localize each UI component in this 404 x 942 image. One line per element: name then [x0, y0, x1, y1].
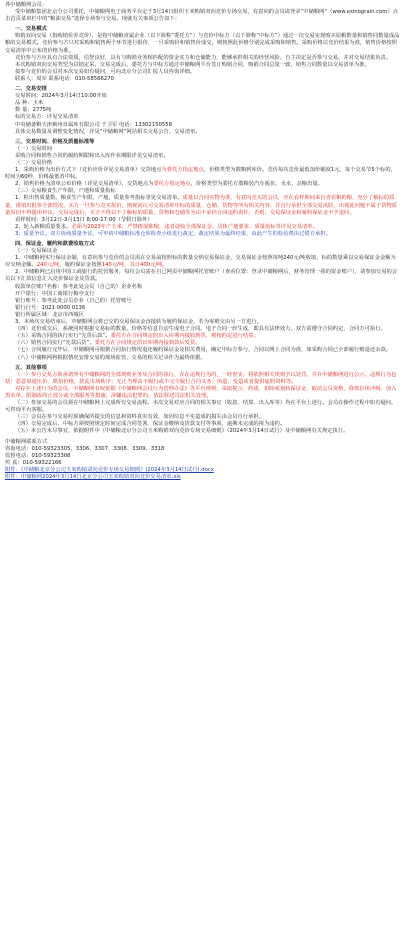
sales-price-paragraph: 2、销售价格为清单公布价格（详见交易清单），交货地点为委托方指定地点，价格类型为委托方散粮装汽车板价，水水、杂粮出量。 — [15, 181, 323, 188]
section-1-paragraph-3: 本次购销双向交易类型为以销定采，交易完成后，委托方与中标方通过中储粮网平台签订购销合同，购销合同总量一致，销售合同数量以交易清单为准。 — [15, 61, 370, 68]
penalty-paragraph: 对存在上述行为的会员，中储粮网有权依据《中储粮网会员行为管理办法》等平台规则，采取提示、约谈、扣除或划转保证金、取消会员资格、降低信用评级、加入黑名单、限制或终止部分或全部服务等措施，涉嫌违法犯罪的，依法移送司法机关处理。 — [5, 385, 397, 399]
viewing-time: 看样时间：3月12日-3月13日 8:00-17:00（节假日除外） — [15, 216, 153, 223]
bank-account-number: 银行账号：参考此处会员企业（自己的）托管账号 — [15, 297, 132, 304]
trade-variety: 品 种：玉米 — [15, 100, 44, 107]
new-grain-paragraph: 2、轮入新粮质量要求。必须为2023年产玉米，严禁掺混陈粮，违者设收全部保证金。具体产地要求、质量指标等详见交易清单。 — [15, 223, 318, 230]
bank-region: 银行所属区域：北京市西城区 — [15, 311, 84, 318]
deposit-paragraph: 1、中储粮网实行保证金制，有意向参与竞价的会员需在交易前按照标的数量交纳交易保证金，交易保证金按照每吨240元/吨收取，标的数量乘以交易保证金金额为应交纳金额。240元/吨，履约保证金按照140元/吨，其计400元/吨。 — [5, 255, 396, 269]
quality-warning-2: 交易完成后，买方不得以不了解标的质量、货物和仓储等为由不承担合同违约责任，否则，交易保证金和履约保证金不予退回。 — [57, 209, 355, 216]
trade-organization: 中央储备粮天津蓟州直属库有限公司 于卫军 电话：13302150558 — [15, 121, 172, 128]
section-1-paragraph-2: 竞价参与方应具有合法资质，信誉良好，具有与购销业务相匹配的资金实力和仓储能力，能够承担相关的经营风险，自主决定是否参与交易，并对交易结果负责。 — [15, 54, 392, 61]
section-1-title: 一、交易模式 — [15, 26, 47, 33]
consult-phone: 咨询电话：010-59323305、3306、3307、3308、3309、3318 — [5, 445, 165, 452]
quality-paragraph: 1、粒出售质量数。粮食生产年限、产地、质量参考指标等见交易清单。质量以合同实物为准，有意向竞买的会员，应在看样期间来自查看粮的粮，充分了解标的质量，谨慎出报参全部情况。买方一旦参与竞买报价，则视同认可交易清单中标的质量、仓储、货物等所有相关内容，并自行承担全部交易风险，出现此问题不属于货物质量原因不得提出异议。交易完成后，买方不得以不了解标的质量、货物和仓储等为由不承担合同违约责任，否则，交易保证金和履约保证金不予退回。 — [5, 195, 397, 216]
section-4-sub-1: （一）交易保证金 — [15, 248, 58, 255]
supervise-phone: 监督电话：010-59323308 — [5, 452, 71, 459]
unmentioned-paragraph: （五）本公告未尽事宜，依据附件中《中储粮北京分公司玉米购销双向竞价专场交易细则》（2024年3月14日试行）及中储粮网有关规定执行。 — [15, 428, 349, 435]
section-3-sub-1: （一）交易时间 — [15, 145, 53, 152]
sales-contract-paragraph: （六）销售合同实行“先款后货”。委托方在合同规定的出库期内接到款后发货。 — [15, 340, 201, 347]
attachment-list-link[interactable]: 附件：中储粮网2024年3月14日北京分公司玉米购销双向竞价交易清单.xls — [5, 474, 181, 480]
purchase-location-highlight: 为委托方指定地点 — [161, 167, 204, 174]
intro-paragraph: 受中储粮集团北京分公司委托，中储粮网电子商务平台定于3月14日组织玉米购销双向竞价专场交易，有意向的会员请登录“中储粮网”（www.esinograin.com）点击首页菜单栏中的“粮油交易”选择专场参与交易。现就有关事项公告如下： — [5, 9, 399, 23]
section-1-paragraph-4: 拟参与竞价的会员对本次交易如有疑问，可向北京分公司汇报人员咨询详细。 — [15, 68, 196, 75]
supervision-paragraph: （八）中储粮网将根据情况安排交易的现场监管，交易的相关记录作为最终依据。 — [15, 354, 206, 361]
completion-paragraph: （四）交易完成后，中标方须按照规定时间完成合同签署、保证金缴纳及货款支付等事项，逾期未完成的视为违约。 — [15, 421, 286, 428]
quality-dispute-paragraph: 3、质量争议。双方协商质量争议，可申请中储粮标准仓库检查小组进行裁定，裁定结果为最终结果，由此产生的检验费由过错方承担。 — [15, 230, 331, 237]
performance-deposit-amount: 140元/吨，其计400元/吨。 — [101, 262, 168, 269]
purchase-price-paragraph: 1、采购价格为出价方式下（竞价应价详见交易清单）交货地点为委托方指定地点，价格类型为散粮到库价。竞价每次竞价最低加价幅度1元，每个交易节5个标的，时间为60秒，价格最低者中标。 — [5, 167, 396, 181]
sales-contract-highlight: 委托方在合同规定的出库期内接到款后发货。 — [94, 340, 201, 347]
deposit-transfer-paragraph: 3、本场次交易结束后，中储粮网会将已交的交易保证金直接转为履约保证金，若为零则交由另一方进行。 — [15, 319, 263, 326]
contract-generation-paragraph: （四）竞价成交后，系统同时根据交易标的数量，价格等信息自动生成电子合同。电子合同一经生成，即具有法律效力。双方需遵守合同约定，合同方可执行。 — [15, 326, 386, 333]
contract-completion-paragraph: （七）合同履行完毕后，中储粮网可根据合同执行情况退还履约保证金及相关费用，确定中标方参与，合同以网上合同为准，如采购合同已全部履行则退还余款。 — [15, 347, 392, 354]
section-3-sub-3: （三）交易粮食生产年限、产地和质量指标 — [15, 188, 116, 195]
section-4-title: 四、保证金、履约和款费收取方式 — [15, 241, 95, 247]
custody-paragraph: 2、中储粮网已启用中国工商银行的托管服务，每位会员需在自己网页中储粮网托管账户（查看位置：登录中储粮网后，财务管理一我的资金账户），请参加交易的会员以下汇款信息汇入竞价保证金及货款。 — [5, 269, 398, 283]
attachment-rules-link[interactable]: 附件：《中储粮北京分公司玉米购销双向竞价专场交易细则》(2024年3月14日试行).docx — [5, 466, 214, 473]
contact-heading: 中储粮网联系方式 — [5, 438, 48, 445]
bank-name: 开户银行：中国工商银行梅亭支行 — [15, 290, 95, 297]
quality-warning: 质量以合同实物为准，有意向竞买的会员，应在看样期间来自查看粮的粮，充分了解标的质量，谨慎出报参全部情况。买方一旦参与竞买报价，则视同认可交易清单中标的质量、仓储、货物等所有相关内容，并自行承担全部交易风险，出现此问题不属于货物质量原因不得提出异议。 — [5, 195, 397, 216]
platform-paragraph: （二）参加交易的会员须在中储粮网上完成所有交易流程。本次交易对应合同的相关事宜（收款、结算、出入库等）均在平台上进行。会员在操作过程中如有疑问，可咨询平台客服。 — [5, 400, 397, 414]
salutation: 各中储粮网会员： — [5, 2, 48, 8]
info-paragraph: （三）会员在参与交易时须确保所提交的信息和资料真实有效，如因信息不实造成的损失由会员自行承担。 — [15, 414, 264, 421]
deposit-amount: 240元/吨， — [36, 262, 65, 269]
bank-account-name: 收款单位账户名称：参考此处会员（自己的）企业名称 — [15, 283, 143, 290]
announcement-document — [5, 2, 400, 481]
compliance-paragraph: （一）参与交易方须承诺所有中储粮网的全部规则业务及合同的执行，存在违规行为的，一经查实，将依照相关规则予以处罚，并在中储粮网进行公示。违规行为包括：恶意串通压价、哄抬价格，扰乱市场秩序；无正当理由不履行或不完全履行合同义务；伪造、变造或者提供虚假资料等。 — [5, 371, 397, 385]
purchase-contract-highlight: 委托方在合同规定的出入库期内接收到货，则按约定进行结算。 — [110, 333, 259, 340]
trade-target: 标的交易方：详见交易清单 — [15, 114, 79, 121]
section-3-title: 三、交易时间、价格及质量标准等 — [15, 138, 95, 145]
bank-code: 银行行号：1021 0000 0136 — [15, 304, 86, 311]
purchase-contract-paragraph: （五）采购合同的执行实行“先货后款”。委托方在合同规定的出入库期内接收到货，则按约定进行结算。 — [15, 333, 259, 340]
section-2-title: 二、交易安排 — [15, 86, 47, 93]
trade-detail: 具体交易数量及调整变化情况，详见“中储粮网”网站相关交易公告、交易清单。 — [15, 128, 201, 135]
trade-time: 交易时间：2024年3月14日10:00开始 — [15, 93, 107, 100]
section-5-title: 五、其他事项 — [15, 364, 47, 371]
trade-quantity: 数 量：2775吨 — [15, 107, 52, 114]
fax-number: 传 真：010-59322166 — [5, 459, 62, 466]
section-3-p1: 采购合同和销售合同的履约期限和出入库作业期限详见交易清单。 — [15, 152, 169, 159]
sales-location-highlight: 委托方指定地点 — [153, 181, 191, 188]
section-1-paragraph-1: 购销双向交易（指购销价差竞价），是指中储粮直属企业（以下简称“委托方”）与竞价中标方（以下简称“中标方”）通过一次交易实现购买原粮数量和销售同数量成品粮的交易模式。竞价参与方只对采购和销售两个环节进行报价，一旦采购价和销售价成交，则按照此价格分别完成采购和销售。采购价格以竞价结果为准，销售价格按照交易清单中公布的价格为准。 — [5, 33, 400, 54]
section-1-contact: 联系人：周军 联系电话：010-58566270 — [15, 75, 114, 82]
section-3-sub-2: （二）交易价格 — [15, 159, 53, 166]
new-grain-warning: 必须为2023年产玉米，严禁掺混陈粮，违者设收全部保证金。具体产地要求、质量指标等详见交易清单。 — [71, 223, 318, 230]
